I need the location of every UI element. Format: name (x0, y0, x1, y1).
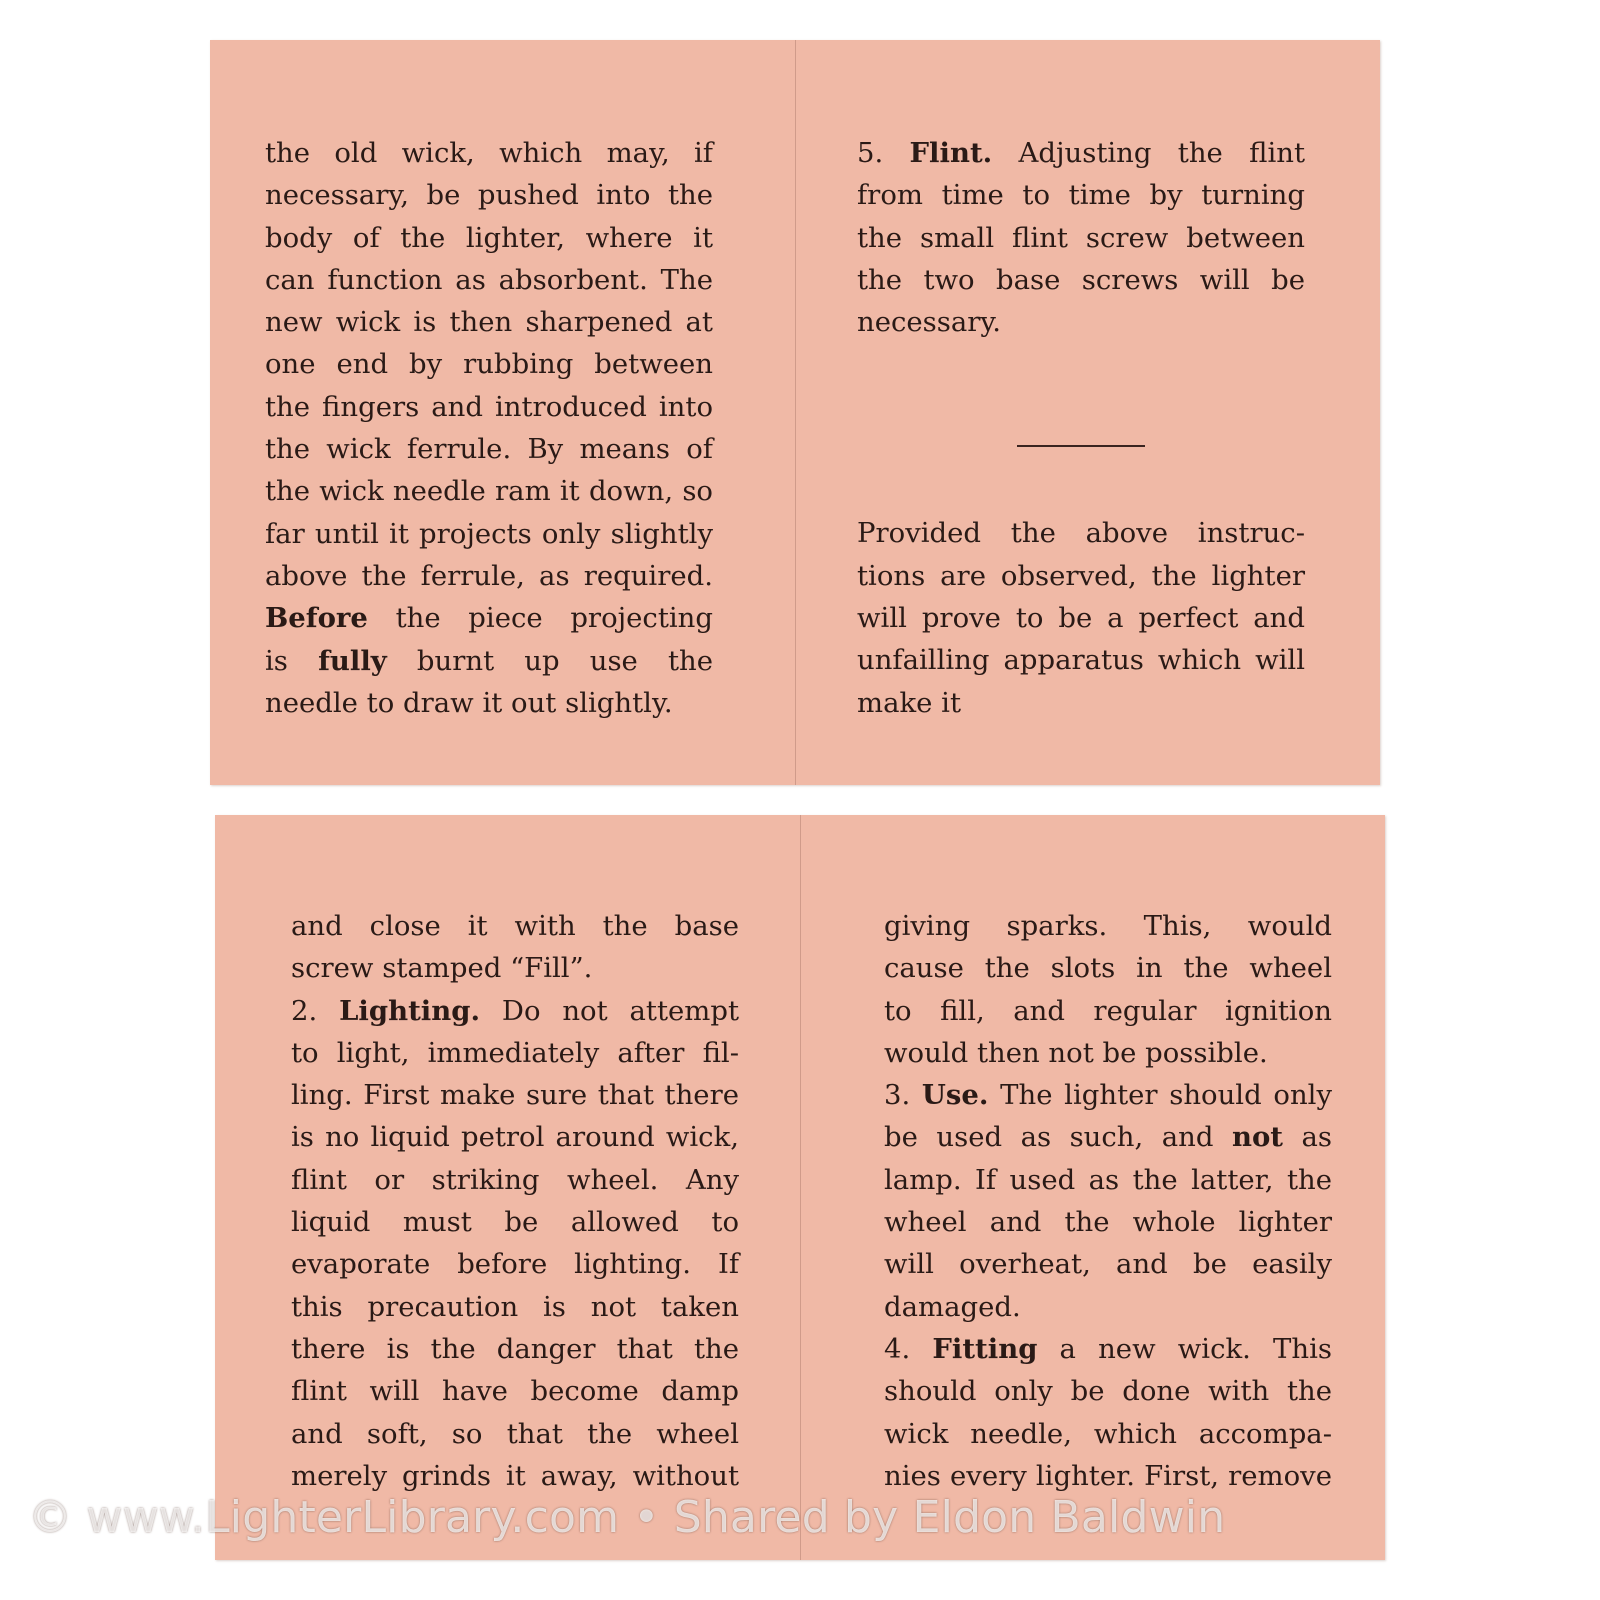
text-line: unfailling apparatus which will (857, 644, 1305, 677)
page-left-bottom (291, 905, 739, 1497)
text-line: make it (857, 686, 961, 719)
text-line: the fingers and introduced into (265, 390, 713, 423)
section-number: 5. (857, 137, 910, 169)
text-line: the old wick, which may, if (265, 137, 713, 169)
section-heading-line (884, 1328, 1332, 1370)
section-number: 2. (291, 994, 340, 1027)
text-line: and soft, so that the wheel (291, 1417, 739, 1450)
text-line: above the ferrule, as required. (265, 559, 713, 592)
section-title-flint: Flint. (909, 137, 993, 169)
section-heading-line (884, 1074, 1332, 1116)
text-line (265, 640, 713, 682)
text-line: there is the danger that the (291, 1332, 739, 1365)
section-number: 4. (884, 1332, 933, 1365)
section-heading-line (857, 132, 1305, 174)
text-fragment: a new wick. This (1037, 1332, 1332, 1365)
text-line: from time to time by turning (857, 179, 1305, 212)
text-line: and close it with the base (291, 910, 739, 942)
text-line: one end by rubbing between (265, 348, 713, 381)
text-line: the wick needle ram it down, so (265, 475, 713, 508)
text-line: needle to draw it out slightly. (265, 686, 673, 719)
text-line: damaged. (884, 1290, 1021, 1323)
text-line: Provided the above instruc- (857, 517, 1305, 550)
section-title-lighting: Lighting. (339, 994, 481, 1027)
text-line: evaporate before lighting. If (291, 1248, 739, 1281)
section-flint (857, 132, 1305, 343)
text-line: far until it projects only slightly (265, 517, 713, 550)
text-fragment: is (265, 644, 319, 677)
text-line: lamp. If used as the latter, the (884, 1163, 1332, 1196)
text-line: necessary, be pushed into the (265, 179, 713, 212)
text-line: flint will have become damp (291, 1375, 739, 1408)
bold-word-fully: fully (318, 644, 387, 677)
text-line: giving sparks. This, would (884, 910, 1332, 942)
bold-word-not: not (1231, 1121, 1283, 1154)
section-divider-rule (1017, 445, 1145, 447)
closing-paragraph (857, 512, 1305, 723)
text-line (884, 1116, 1332, 1158)
text-line: merely grinds it away, without (291, 1459, 739, 1492)
text-fragment: burnt up use the (386, 644, 714, 677)
instruction-card-top (210, 40, 1380, 785)
text-line: this precaution is not taken (291, 1290, 739, 1323)
text-line: ling. First make sure that there (291, 1079, 739, 1112)
text-line: the wick ferrule. By means of (265, 433, 713, 466)
text-line: flint or striking wheel. Any (291, 1163, 739, 1196)
text-line: wick needle, which accompa- (884, 1417, 1332, 1450)
text-fragment: be used as such, and (884, 1121, 1232, 1154)
copyright-watermark: © www.LighterLibrary.com • Shared by Eldon Baldwin (28, 1492, 1226, 1543)
text-line: screw stamped “Fill”. (291, 952, 593, 985)
text-line: to fill, and regular ignition (884, 994, 1332, 1027)
text-line: can function as absorbent. The (265, 263, 713, 296)
text-line: would then not be possible. (884, 1036, 1268, 1069)
text-line: to light, immediately after fil- (291, 1036, 739, 1069)
section-title-fitting: Fitting (932, 1332, 1038, 1365)
text-fragment: the piece projecting (367, 602, 713, 635)
text-fragment: as (1283, 1121, 1333, 1154)
section-heading-line (291, 990, 739, 1032)
text-line: nies every lighter. First, remove (884, 1459, 1332, 1492)
text-line: tions are observed, the lighter (857, 559, 1305, 592)
text-line: necessary. (857, 306, 1002, 339)
text-line: the small flint screw between (857, 221, 1305, 254)
text-line: new wick is then sharpened at (265, 306, 713, 339)
text-line: liquid must be allowed to (291, 1206, 739, 1239)
text-line: cause the slots in the wheel (884, 952, 1332, 985)
text-line: will prove to be a perfect and (857, 602, 1305, 635)
text-line: the two base screws will be (857, 263, 1305, 296)
text-line: body of the lighter, where it (265, 221, 713, 254)
text-line: should only be done with the (884, 1375, 1332, 1408)
bold-word-before: Before (265, 602, 368, 635)
text-line: will overheat, and be easily (884, 1248, 1332, 1281)
text-line: wheel and the whole lighter (884, 1206, 1332, 1239)
page-right-bottom (884, 905, 1332, 1497)
section-number: 3. (884, 1079, 922, 1112)
page-left-top (265, 132, 713, 724)
page-right-top (857, 132, 1305, 724)
text-fragment: The lighter should only (988, 1079, 1332, 1112)
text-line (265, 597, 713, 639)
text-fragment: Adjusting the flint (992, 137, 1305, 169)
instruction-card-bottom (215, 815, 1385, 1560)
text-fragment: Do not attempt (480, 994, 740, 1027)
section-title-use: Use. (921, 1079, 989, 1112)
text-line: is no liquid petrol around wick, (291, 1121, 739, 1154)
